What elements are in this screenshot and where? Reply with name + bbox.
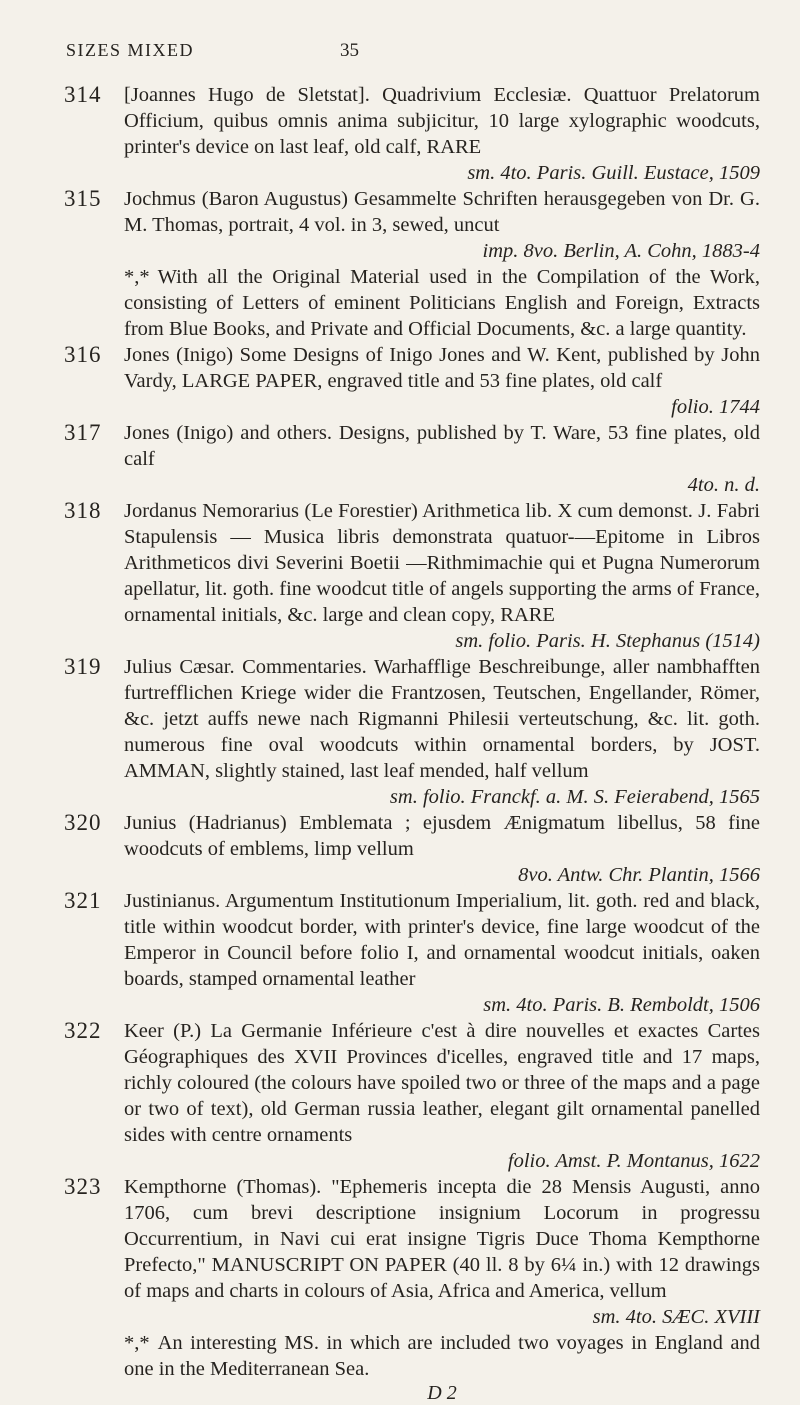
lot-number: 319: [64, 654, 102, 679]
running-head: SIZES MIXED: [66, 40, 194, 60]
note-mark: *,*: [124, 1332, 150, 1354]
entry-description: Jochmus (Baron Augustus) Gesammelte Schriften herausgegeben von Dr. G. M. Thomas, portrait, 4 vol. in 3, sewed, uncut: [124, 188, 760, 236]
signature-mark: D 2: [427, 1382, 457, 1404]
catalogue-entry: [64, 810, 760, 888]
lot-number: 318: [64, 498, 102, 523]
catalogue-entry: [64, 1018, 760, 1174]
entry-description: Junius (Hadrianus) Emblemata ; ejusdem Ænigmatum libellus, 58 fine woodcuts of emblems, limp vellum: [124, 812, 760, 860]
entry-imprint: sm. 4to. SÆC. XVIII: [592, 1306, 760, 1328]
page-header: [66, 40, 734, 70]
entry-imprint: folio. 1744: [671, 396, 760, 418]
entry-description: [Joannes Hugo de Sletstat]. Quadrivium Ecclesiæ. Quattuor Prelatorum Officium, quibus omnis anima subjicitur, 10 large xylographic woodcuts, printer's device on last leaf, old calf, RARE: [124, 84, 760, 158]
page-number: 35: [340, 40, 359, 61]
entry-description: Keer (P.) La Germanie Inférieure c'est à dire nouvelles et exactes Cartes Géographiques des XVII Provinces d'icelles, engraved title and 17 maps, richly coloured (the colours have spoiled two or three of the maps and a page or two of text), old German russia leather, elegant gilt ornamental panelled sides with centre ornaments: [124, 1020, 760, 1146]
lot-number: 316: [64, 342, 102, 367]
entry-list: [64, 82, 760, 1405]
entry-description: Kempthorne (Thomas). "Ephemeris incepta die 28 Mensis Augusti, anno 1706, cum brevi descriptione insignium Locorum in progressu Occurrentium, in Navi cui erat insigne Tigris Duce Thoma Kempthorne Prefecto," MANUSCRIPT ON PAPER (40 ll. 8 by 6¼ in.) with 12 drawings of maps and charts in colours of Asia, Africa and America, vellum: [124, 1176, 760, 1302]
entry-note: [64, 1330, 760, 1382]
entry-imprint: sm. folio. Paris. H. Stephanus (1514): [455, 630, 760, 652]
lot-number: 323: [64, 1174, 102, 1199]
entry-imprint: imp. 8vo. Berlin, A. Cohn, 1883-4: [482, 240, 760, 262]
catalogue-entry: [64, 1174, 760, 1330]
note-text: With all the Original Material used in the Compilation of the Work, consisting of Letters of eminent Politicians English and Foreign, Extracts from Blue Books, and Private and Official Documents, &c. a large quantity.: [124, 266, 760, 340]
lot-number: 314: [64, 82, 102, 107]
catalogue-entry: [64, 342, 760, 420]
entry-note: [64, 264, 760, 342]
entry-description: Justinianus. Argumentum Institutionum Imperialium, lit. goth. red and black, title within woodcut border, with printer's device, fine large woodcut of the Emperor in Council before folio I, and ornamental woodcut initials, oaken boards, stamped ornamental leather: [124, 890, 760, 990]
lot-number: 321: [64, 888, 102, 913]
entry-description: Jones (Inigo) Some Designs of Inigo Jones and W. Kent, published by John Vardy, LARGE PAPER, engraved title and 53 fine plates, old calf: [124, 344, 760, 392]
note-mark: *,*: [124, 266, 150, 288]
entry-description: Jones (Inigo) and others. Designs, published by T. Ware, 53 fine plates, old calf: [124, 422, 760, 470]
lot-number: 320: [64, 810, 102, 835]
entry-imprint: folio. Amst. P. Montanus, 1622: [507, 1150, 760, 1172]
catalogue-entry: [64, 186, 760, 264]
lot-number: 322: [64, 1018, 102, 1043]
lot-number: 315: [64, 186, 102, 211]
entry-imprint: sm. 4to. Paris. Guill. Eustace, 1509: [467, 162, 760, 184]
entry-imprint: sm. 4to. Paris. B. Remboldt, 1506: [483, 994, 760, 1016]
entry-description: Jordanus Nemorarius (Le Forestier) Arithmetica lib. X cum demonst. J. Fabri Stapulensis — Musica libris demonstrata quatuor-—Epitome in Libros Arithmeticos divi Severini Boetii —Rithmimachie qui et Pugna Numerorum apellatur, lit. goth. fine woodcut title of angels supporting the arms of France, ornamental initials, &c. large and clean copy, RARE: [124, 500, 760, 626]
note-text: An interesting MS. in which are included two voyages in England and one in the Mediterranean Sea.: [124, 1332, 760, 1380]
entry-imprint: 8vo. Antw. Chr. Plantin, 1566: [518, 864, 760, 886]
lot-number: 317: [64, 420, 102, 445]
catalogue-entry: [64, 420, 760, 498]
catalogue-entry: [64, 888, 760, 1018]
entry-imprint: 4to. n. d.: [687, 474, 760, 496]
catalogue-entry: [64, 498, 760, 654]
catalogue-entry: [64, 82, 760, 186]
entry-imprint: sm. folio. Franckf. a. M. S. Feierabend, 1565: [389, 786, 760, 808]
catalogue-entry: [64, 654, 760, 810]
entry-description: Julius Cæsar. Commentaries. Warhafflige Beschreibunge, aller nambhafften furtrefflichen Kriege wider die Frantzosen, Teutschen, Engellander, Römer, &c. jetzt auffs newe nach Rigmanni Philesii verteutschung, &c. lit. goth. numerous fine oval woodcuts within ornamental borders, by JOST. AMMAN, slightly stained, last leaf mended, half vellum: [124, 656, 760, 782]
